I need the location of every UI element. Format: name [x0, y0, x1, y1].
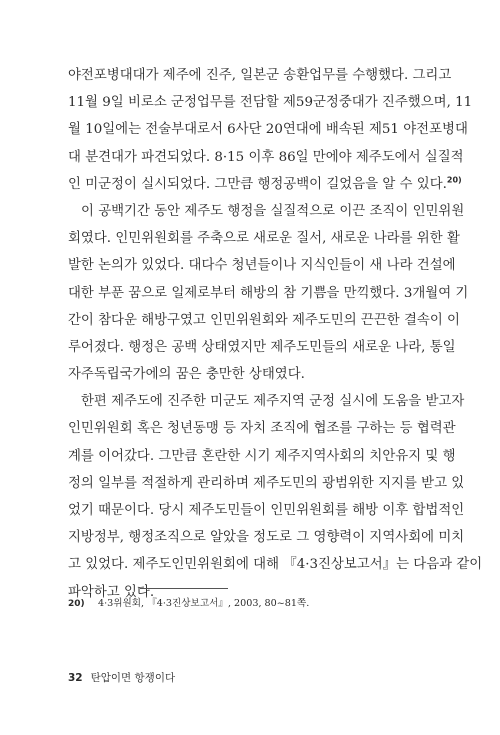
running-title: 탄압이면 항쟁이다	[90, 672, 176, 684]
paragraph-2	[68, 198, 469, 388]
paragraph-3	[68, 388, 483, 606]
footnote-number: 20)	[68, 599, 85, 609]
footnote-reference: 20)	[446, 175, 462, 185]
text-line: 었기 때문이다. 당시 제주도민들이 인민위원회를 해방 이후 합법적인	[68, 503, 465, 518]
text-line-with-footnote	[68, 171, 462, 198]
text-line: 루어졌다. 행정은 공백 상태였지만 제주도민들의 새로운 나라, 통일	[68, 339, 456, 355]
text-line: 야전포병대대가 제주에 진주, 일본군 송환업무를 수행했다. 그리고	[68, 68, 452, 83]
text-line: 대한 부푼 꿈으로 일제로부터 해방의 참 기쁨을 만끽했다. 3개월여 기	[68, 285, 469, 301]
text-line: 정의 일부를 적절하게 관리하며 제주도민의 광범위한 지지를 받고 있	[68, 475, 465, 491]
paragraph-1	[68, 62, 473, 198]
text-line: 대 분견대가 파견되었다. 8·15 이후 86일 만에야 제주도에서 실질적	[68, 149, 464, 165]
footnote	[68, 597, 440, 611]
text-line: 인민위원회 혹은 청년동맹 등 자치 조직에 협조를 구하는 등 협력관	[68, 421, 456, 437]
text-line: 이 공백기간 동안 제주도 행정을 실질적으로 이끈 조직이 인민위원	[81, 203, 465, 219]
text-line: 월 10일에는 전술부대로서 6사단 20연대에 배속된 제51 야전포병대	[68, 122, 468, 138]
footnote-text: 4·3위원회, 『4·3진상보고서』, 2003, 80~81쪽.	[98, 598, 310, 609]
text-line: 회였다. 인민위원회를 주축으로 새로운 질서, 새로운 나라를 위한 활	[68, 231, 460, 247]
body-text	[68, 62, 483, 606]
text-line: 계를 이어갔다. 그만큼 혼란한 시기 제주지역사회의 치안유지 및 행	[68, 448, 456, 464]
footnote-divider	[140, 588, 228, 589]
text-line: 간이 참다운 해방구였고 인민위원회와 제주도민의 끈끈한 결속이 이	[68, 312, 460, 328]
text-line: 한편 제주도에 진주한 미군도 제주지역 군정 실시에 도움을 받고자	[81, 394, 465, 410]
text-line: 파악하고 있다.	[68, 584, 155, 600]
page-number: 32	[68, 672, 83, 684]
text-line-content: 인 미군정이 실시되었다. 그만큼 행정공백이 길었음을 알 수 있다.	[68, 176, 447, 192]
text-line: 발한 논의가 있었다. 대다수 청년들이나 지식인들이 새 나라 건설에	[68, 258, 456, 274]
text-line: 지방정부, 행정조직으로 알았을 정도로 그 영향력이 지역사회에 미치	[68, 530, 465, 546]
page-footer	[68, 671, 175, 685]
text-line: 고 있었다. 제주도인민위원회에 대해 『4·3진상보고서』는 다음과 같이	[68, 557, 483, 573]
text-line: 11월 9일 비로소 군정업무를 전담할 제59군정중대가 진주했으며, 11	[68, 95, 473, 111]
text-line: 자주독립국가에의 꿈은 충만한 상태였다.	[68, 367, 305, 383]
